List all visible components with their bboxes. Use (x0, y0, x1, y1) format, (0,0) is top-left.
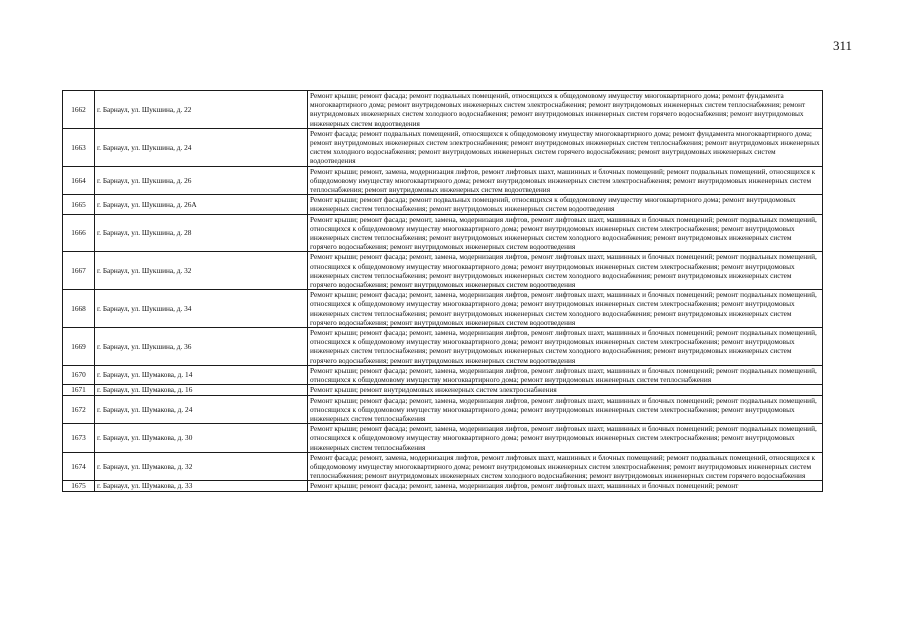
row-works: Ремонт крыши; ремонт фасада; ремонт, замена, модернизация лифтов, ремонт лифтовых шахт, машинных и блочных помещений; ремонт (308, 481, 823, 491)
row-number: 1675 (63, 481, 95, 491)
row-works: Ремонт крыши; ремонт фасада; ремонт, замена, модернизация лифтов, ремонт лифтовых шахт, машинных и блочных помещений; ремонт подвальных помещений, относящихся к общедомовому имуществу многоквартирного дома; ремонт внутридомовых инженерных систем электроснабжения; ремонт внутридомовых инженерных систем теплоснабжения (308, 424, 823, 453)
row-address: г. Барнаул, ул. Шумакова, д. 32 (95, 452, 308, 481)
row-number: 1665 (63, 195, 95, 214)
table-row (63, 395, 823, 424)
table-row (63, 328, 823, 366)
row-works: Ремонт фасада; ремонт, замена, модернизация лифтов, ремонт лифтовых шахт, машинных и блочных помещений; ремонт подвальных помещений, относящихся к общедомовому имуществу многоквартирного дома; ремонт внутридомовых инженерных систем электроснабжения; ремонт внутридомовых инженерных систем теплоснабжения; ремонт внутридомовых инженерных систем холодного водоснабжения; ремонт внутридомовых инженерных систем горячего водоснабжения (308, 452, 823, 481)
row-number: 1662 (63, 91, 95, 129)
row-number: 1663 (63, 128, 95, 166)
row-address: г. Барнаул, ул. Шумакова, д. 14 (95, 365, 308, 384)
row-works: Ремонт крыши; ремонт фасада; ремонт подвальных помещений, относящихся к общедомовому имуществу многоквартирного дома; ремонт внутридомовых инженерных систем теплоснабжения; ремонт внутридомовых инженерных систем водоотведения (308, 195, 823, 214)
table-row (63, 452, 823, 481)
row-address: г. Барнаул, ул. Шукшина, д. 22 (95, 91, 308, 129)
row-works: Ремонт крыши; ремонт фасада; ремонт, замена, модернизация лифтов, ремонт лифтовых шахт, машинных и блочных помещений; ремонт подвальных помещений, относящихся к общедомовому имуществу многоквартирного дома; ремонт внутридомовых инженерных систем электроснабжения; ремонт внутридомовых инженерных систем теплоснабжения; ремонт внутридомовых инженерных систем холодного водоснабжения; ремонт внутридомовых инженерных систем горячего водоснабжения; ремонт внутридомовых инженерных систем водоотведения (308, 290, 823, 328)
row-address: г. Барнаул, ул. Шукшина, д. 32 (95, 252, 308, 290)
row-number: 1672 (63, 395, 95, 424)
row-address: г. Барнаул, ул. Шукшина, д. 26 (95, 166, 308, 195)
row-works: Ремонт крыши; ремонт, замена, модернизация лифтов, ремонт лифтовых шахт, машинных и блочных помещений; ремонт подвальных помещений, относящихся к общедомовому имуществу многоквартирного дома; ремонт внутридомовых инженерных систем электроснабжения; ремонт внутридомовых инженерных систем теплоснабжения; ремонт внутридомовых инженерных систем водоотведения (308, 166, 823, 195)
row-works: Ремонт фасада; ремонт подвальных помещений, относящихся к общедомовому имуществу многоквартирного дома; ремонт фундамента многоквартирного дома; ремонт внутридомовых инженерных систем электроснабжения; ремонт внутридомовых инженерных систем теплоснабжения; ремонт внутридомовых инженерных систем холодного водоснабжения; ремонт внутридомовых инженерных систем горячего водоснабжения; ремонт внутридомовых инженерных систем водоотведения (308, 128, 823, 166)
row-address: г. Барнаул, ул. Шумакова, д. 16 (95, 385, 308, 395)
row-works: Ремонт крыши; ремонт фасада; ремонт, замена, модернизация лифтов, ремонт лифтовых шахт, машинных и блочных помещений; ремонт подвальных помещений, относящихся к общедомовому имуществу многоквартирного дома; ремонт внутридомовых инженерных систем электроснабжения; ремонт внутридомовых инженерных систем теплоснабжения (308, 395, 823, 424)
table-row (63, 214, 823, 252)
row-number: 1673 (63, 424, 95, 453)
table-row (63, 290, 823, 328)
row-address: г. Барнаул, ул. Шукшина, д. 24 (95, 128, 308, 166)
row-works: Ремонт крыши; ремонт фасада; ремонт, замена, модернизация лифтов, ремонт лифтовых шахт, машинных и блочных помещений; ремонт подвальных помещений, относящихся к общедомовому имуществу многоквартирного дома; ремонт внутридомовых инженерных систем теплоснабжения (308, 365, 823, 384)
table-row (63, 365, 823, 384)
table-row (63, 385, 823, 395)
row-address: г. Барнаул, ул. Шумакова, д. 30 (95, 424, 308, 453)
row-address: г. Барнаул, ул. Шумакова, д. 33 (95, 481, 308, 491)
register-table (62, 90, 823, 492)
row-works: Ремонт крыши; ремонт фасада; ремонт, замена, модернизация лифтов, ремонт лифтовых шахт, машинных и блочных помещений; ремонт подвальных помещений, относящихся к общедомовому имуществу многоквартирного дома; ремонт внутридомовых инженерных систем электроснабжения; ремонт внутридомовых инженерных систем теплоснабжения; ремонт внутридомовых инженерных систем холодного водоснабжения; ремонт внутридомовых инженерных систем горячего водоснабжения; ремонт внутридомовых инженерных систем водоотведения (308, 252, 823, 290)
page-number: 311 (832, 38, 852, 53)
row-number: 1670 (63, 365, 95, 384)
row-address: г. Барнаул, ул. Шумакова, д. 24 (95, 395, 308, 424)
table-row (63, 91, 823, 129)
table-row (63, 424, 823, 453)
row-number: 1671 (63, 385, 95, 395)
row-number: 1669 (63, 328, 95, 366)
row-number: 1674 (63, 452, 95, 481)
row-number: 1664 (63, 166, 95, 195)
table-row (63, 128, 823, 166)
row-works: Ремонт крыши; ремонт фасада; ремонт подвальных помещений, относящихся к общедомовому имуществу многоквартирного дома; ремонт фундамента многоквартирного дома; ремонт внутридомовых инженерных систем электроснабжения; ремонт внутридомовых инженерных систем теплоснабжения; ремонт внутридомовых инженерных систем холодного водоснабжения; ремонт внутридомовых инженерных систем горячего водоснабжения; ремонт внутридомовых инженерных систем водоотведения (308, 91, 823, 129)
row-address: г. Барнаул, ул. Шукшина, д. 36 (95, 328, 308, 366)
row-address: г. Барнаул, ул. Шукшина, д. 34 (95, 290, 308, 328)
row-number: 1666 (63, 214, 95, 252)
row-address: г. Барнаул, ул. Шукшина, д. 28 (95, 214, 308, 252)
row-works: Ремонт крыши; ремонт фасада; ремонт, замена, модернизация лифтов, ремонт лифтовых шахт, машинных и блочных помещений; ремонт подвальных помещений, относящихся к общедомовому имуществу многоквартирного дома; ремонт внутридомовых инженерных систем электроснабжения; ремонт внутридомовых инженерных систем теплоснабжения; ремонт внутридомовых инженерных систем холодного водоснабжения; ремонт внутридомовых инженерных систем горячего водоснабжения; ремонт внутридомовых инженерных систем водоотведения (308, 328, 823, 366)
table-row (63, 481, 823, 491)
table-row (63, 195, 823, 214)
row-number: 1668 (63, 290, 95, 328)
row-works: Ремонт крыши; ремонт фасада; ремонт, замена, модернизация лифтов, ремонт лифтовых шахт, машинных и блочных помещений; ремонт подвальных помещений, относящихся к общедомовому имуществу многоквартирного дома; ремонт внутридомовых инженерных систем электроснабжения; ремонт внутридомовых инженерных систем теплоснабжения; ремонт внутридомовых инженерных систем холодного водоснабжения; ремонт внутридомовых инженерных систем горячего водоснабжения; ремонт внутридомовых инженерных систем водоотведения (308, 214, 823, 252)
table-row (63, 166, 823, 195)
row-works: Ремонт крыши; ремонт внутридомовых инженерных систем электроснабжения (308, 385, 823, 395)
table-row (63, 252, 823, 290)
row-number: 1667 (63, 252, 95, 290)
row-address: г. Барнаул, ул. Шукшина, д. 26А (95, 195, 308, 214)
